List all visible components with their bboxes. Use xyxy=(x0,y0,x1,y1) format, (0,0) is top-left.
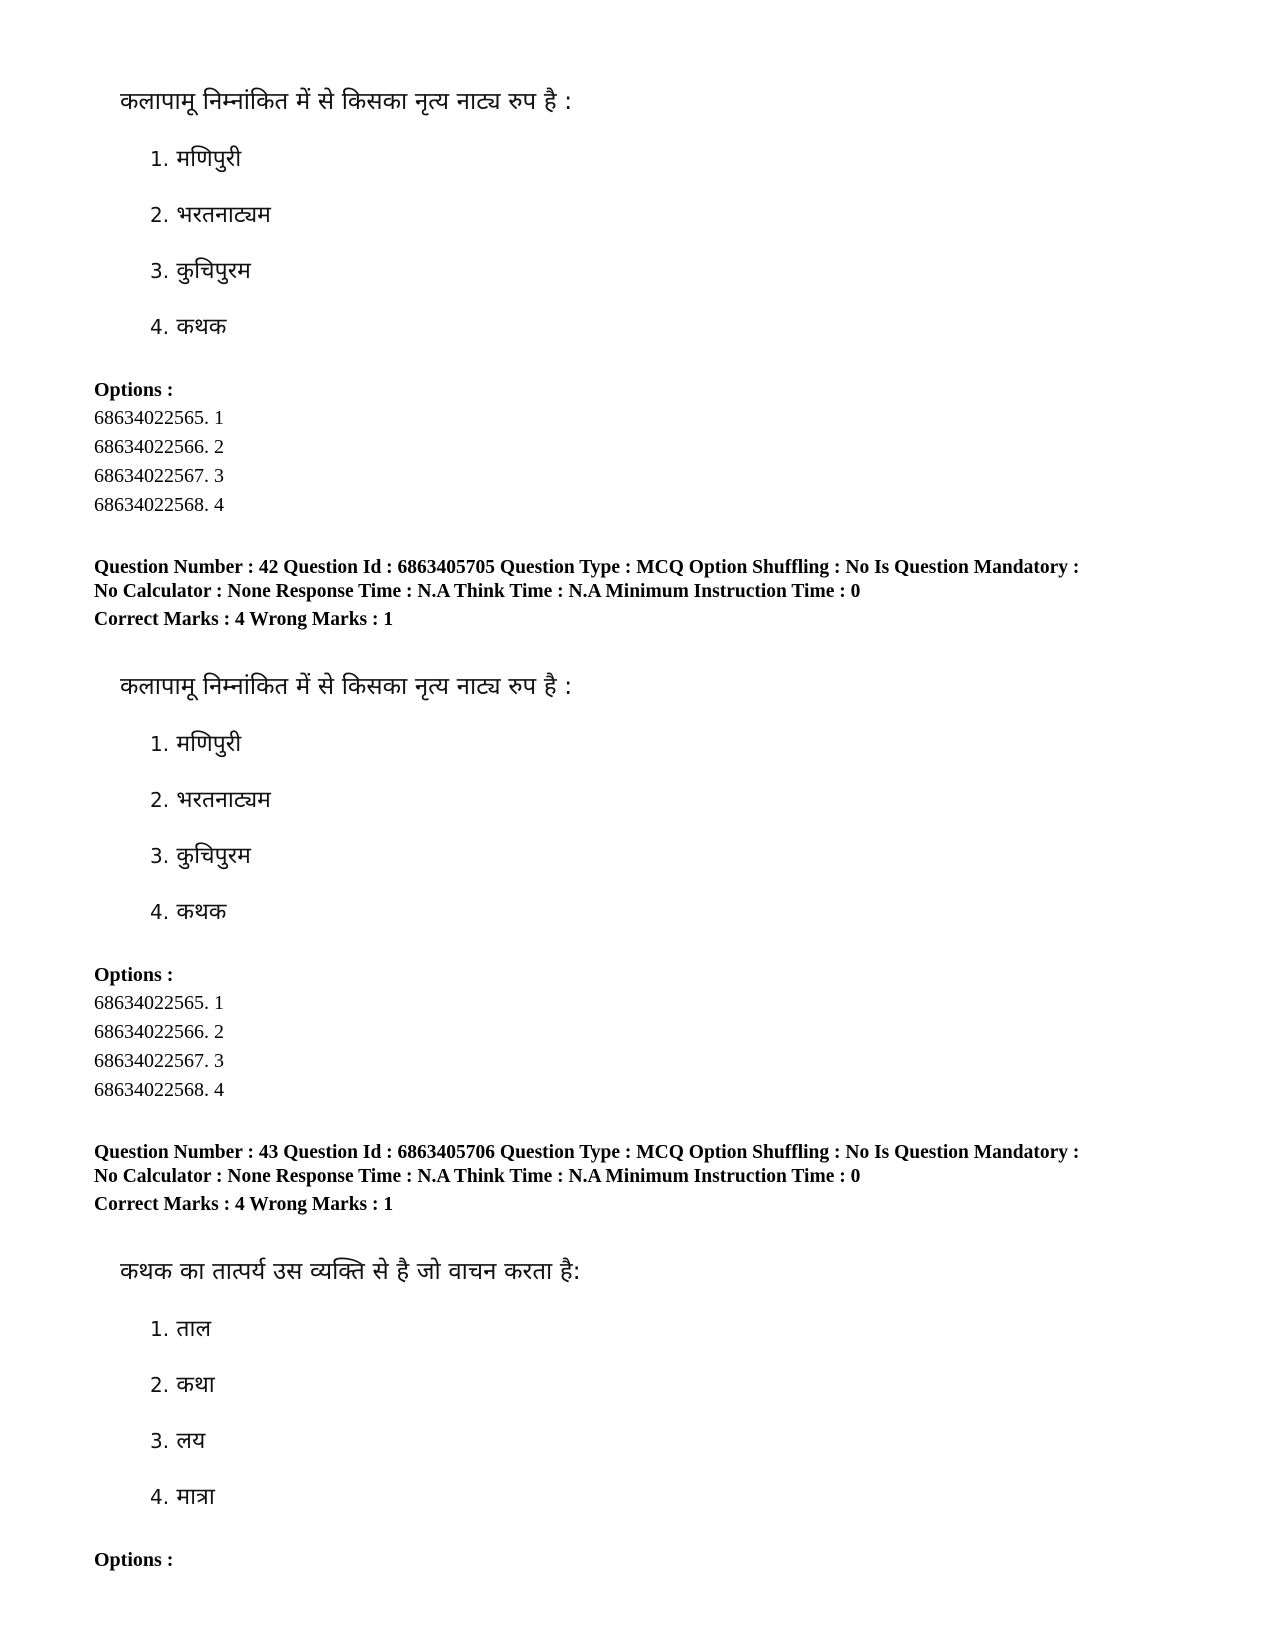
options-heading: Options : xyxy=(94,379,174,401)
option-line: 68634022566. 2 xyxy=(94,1021,224,1043)
choice-item: 2. कथा xyxy=(150,1372,215,1398)
question-meta: Question Number : 42 Question Id : 6863405705 Question Type : MCQ Option Shuffling : No Is Question Mandatory : xyxy=(94,557,1080,578)
question-meta: No Calculator : None Response Time : N.A Think Time : N.A Minimum Instruction Time : 0 xyxy=(94,581,861,602)
question-stem: कलापामू निम्नांकित में से किसका नृत्य नाट्य रुप है : xyxy=(120,672,573,700)
choice-item: 3. लय xyxy=(150,1428,206,1454)
option-line: 68634022565. 1 xyxy=(94,407,224,429)
choice-item: 2. भरतनाट्यम xyxy=(150,787,271,813)
choice-item: 1. ताल xyxy=(150,1316,212,1342)
options-heading: Options : xyxy=(94,1549,174,1571)
choice-item: 3. कुचिपुरम xyxy=(150,843,251,869)
question-stem: कथक का तात्पर्य उस व्यक्ति से है जो वाचन करता है: xyxy=(120,1257,581,1285)
option-line: 68634022566. 2 xyxy=(94,436,224,458)
choice-item: 1. मणिपुरी xyxy=(150,146,242,172)
choice-item: 2. भरतनाट्यम xyxy=(150,202,271,228)
option-line: 68634022567. 3 xyxy=(94,1050,224,1072)
option-line: 68634022567. 3 xyxy=(94,465,224,487)
question-marks: Correct Marks : 4 Wrong Marks : 1 xyxy=(94,1194,394,1215)
option-line: 68634022565. 1 xyxy=(94,992,224,1014)
choice-item: 3. कुचिपुरम xyxy=(150,258,251,284)
choice-item: 4. कथक xyxy=(150,899,227,925)
choice-item: 4. कथक xyxy=(150,314,227,340)
question-meta: No Calculator : None Response Time : N.A Think Time : N.A Minimum Instruction Time : 0 xyxy=(94,1166,861,1187)
question-meta: Question Number : 43 Question Id : 6863405706 Question Type : MCQ Option Shuffling : No Is Question Mandatory : xyxy=(94,1142,1080,1163)
question-marks: Correct Marks : 4 Wrong Marks : 1 xyxy=(94,609,394,630)
question-stem: कलापामू निम्नांकित में से किसका नृत्य नाट्य रुप है : xyxy=(120,87,573,115)
choice-item: 4. मात्रा xyxy=(150,1484,215,1510)
option-line: 68634022568. 4 xyxy=(94,494,224,516)
option-line: 68634022568. 4 xyxy=(94,1079,224,1101)
options-heading: Options : xyxy=(94,964,174,986)
choice-item: 1. मणिपुरी xyxy=(150,731,242,757)
